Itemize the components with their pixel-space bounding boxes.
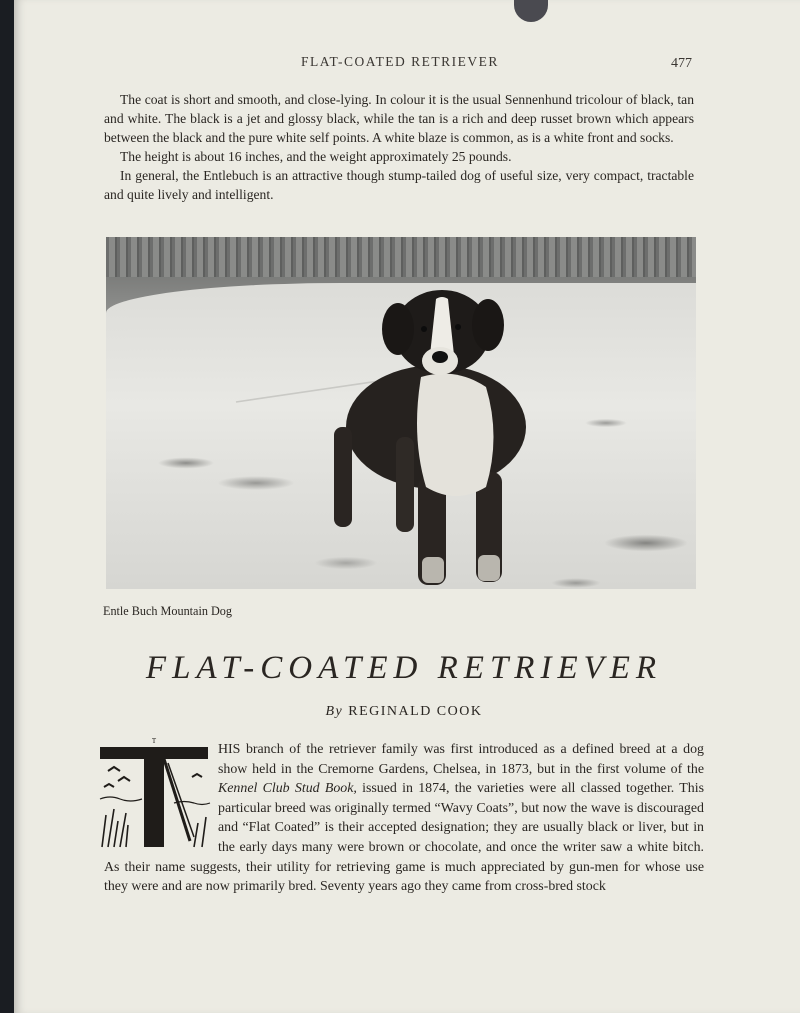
article-body [104,740,704,897]
intro-paragraph-size: The height is about 16 inches, and the weight approximately 25 pounds. [120,149,512,164]
article-body-text: HIS branch of the retriever family was first introduced as a defined breed at a dog show held in the Cremorne Gardens, Chelsea, in 1873, but in the first volume of the [218,742,704,777]
intro-text [104,90,694,204]
article-title: FLAT-COATED RETRIEVER [145,650,663,686]
photo-caption: Entle Buch Mountain Dog [103,604,232,618]
stud-book-title: Kennel Club Stud Book, [218,781,357,797]
dog-photo-icon [106,237,696,589]
intro-paragraph-coat: The coat is short and smooth, and close-lying. In colour it is the usual Sennenhund tricolour of black, tan and white. The black is a jet and glossy black, while the tan is a rich and deep russet brown which appears between the black and the pure white self points. A white blaze is common, as is a white front and socks. [104,92,694,145]
page-number: 477 [671,56,692,71]
byline-prefix: By [325,704,344,719]
article-body-text-continued: issued in 1874, the varieties were all classed together. This particular breed was originally termed “Wavy Coats”, but now the wave is discouraged and “Flat Coated” is their accepted designation; they are usually black or liver, but in the early days many were brown or chocolate, and once the writer saw a white bitch. As their name suggests, their utility for retrieving game is much appreciated by gun-men for whose use they were and are now primarily bred. Seventy years ago they came from cross-bred stock [104,781,704,895]
author-name: REGINALD COOK [348,704,483,719]
dog-photo [106,237,696,589]
dropcap-letter: T [151,737,157,745]
running-title: FLAT-COATED RETRIEVER [301,54,499,69]
binding-hole [514,0,548,22]
intro-paragraph-general: In general, the Entlebuch is an attractive though stump-tailed dog of useful size, very compact, tractable and quite lively and intelligent. [104,168,694,202]
byline [0,704,800,720]
